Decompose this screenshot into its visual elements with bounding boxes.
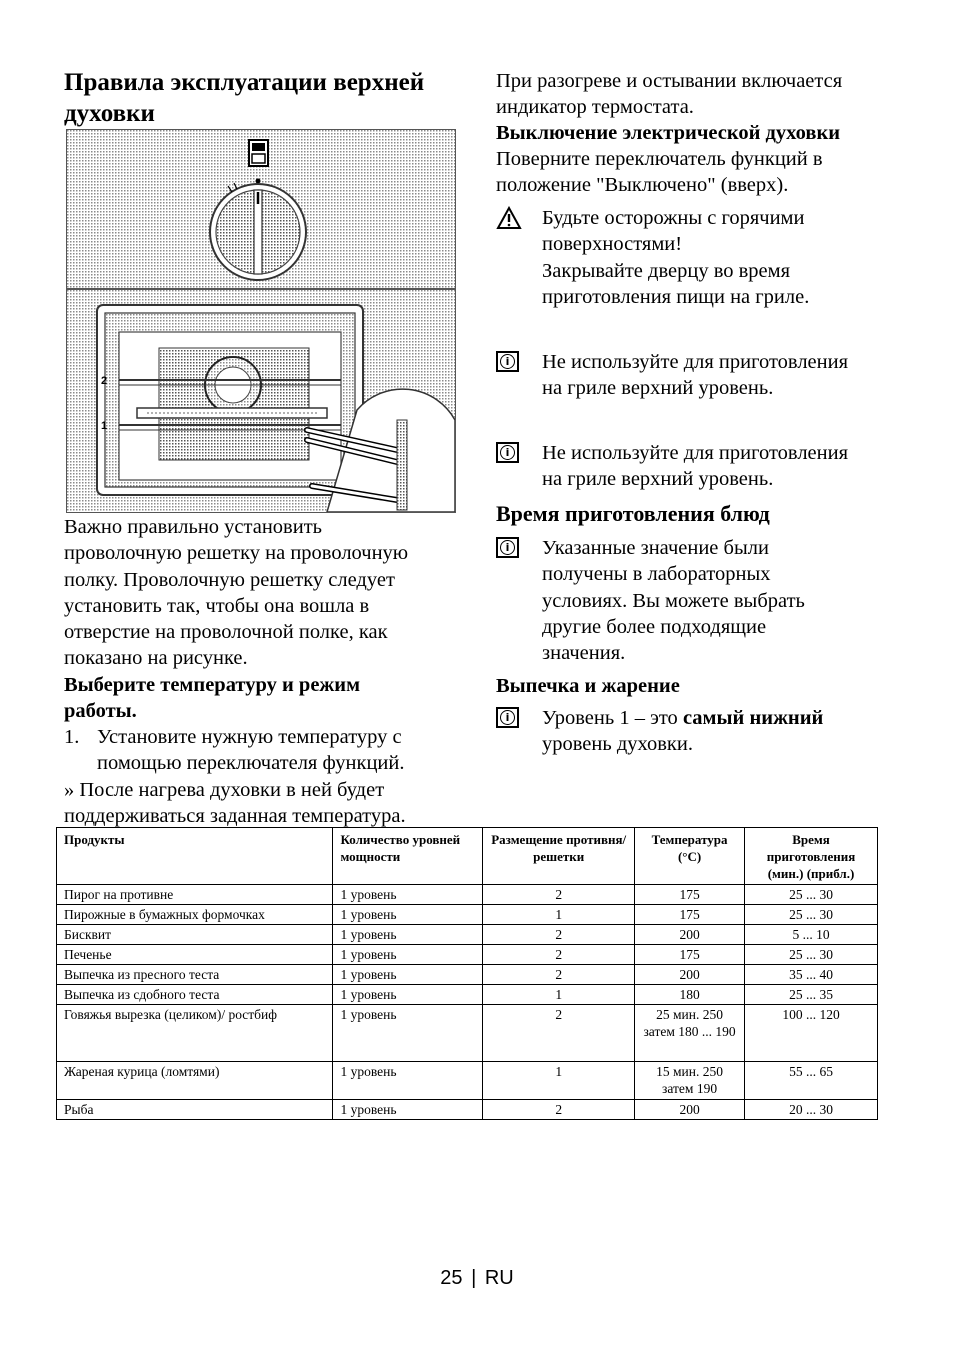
col-header: Количество уровней мощности — [333, 828, 483, 885]
table-cell: 1 уровень — [333, 885, 483, 905]
table-cell: 1 уровень — [333, 1062, 483, 1100]
step-1: 1. Установите нужную температуру с помощью переключателя функций. — [64, 726, 405, 775]
table-row — [57, 1005, 878, 1062]
switch-off-para: Поверните переключатель функций в положение "Выключено" (вверх). — [496, 148, 823, 197]
table-cell: 2 — [483, 945, 635, 965]
table-cell: 55 ... 65 — [745, 1062, 878, 1100]
thermostat-para: При разогреве и остывании включается индикатор термостата. — [496, 70, 843, 119]
table-cell: 180 — [635, 985, 745, 1005]
col-header: Продукты — [57, 828, 333, 885]
info-icon: i — [496, 351, 519, 372]
table-cell: Жареная курица (ломтями) — [57, 1062, 333, 1100]
table-cell: Рыба — [57, 1100, 333, 1120]
table-cell: Печенье — [57, 945, 333, 965]
table-row — [57, 965, 878, 985]
table-cell: 1 уровень — [333, 925, 483, 945]
info-note-2: i Не используйте для приготовления на гриле верхний уровень. — [496, 440, 896, 496]
table-cell: 25 мин. 250 затем 180 ... 190 — [635, 1005, 745, 1062]
step-number: 1. — [64, 726, 80, 748]
table-cell: 1 — [483, 1062, 635, 1100]
table-cell: Говяжья вырезка (целиком)/ ростбиф — [57, 1005, 333, 1062]
rack-instructions: Важно правильно установить проволочную решетку на проволочную полку. Проволочную решетку следует установить так, чтобы она вошла в отверстие на проволочной полке, как показано на рисунке. — [64, 516, 409, 670]
table-row — [57, 885, 878, 905]
function-knob — [210, 183, 306, 280]
table-cell: 35 ... 40 — [745, 965, 878, 985]
table-cell: 175 — [635, 945, 745, 965]
cooking-time-heading: Время приготовления блюд — [496, 501, 770, 526]
table-row — [57, 925, 878, 945]
table-row — [57, 945, 878, 965]
knob-figure — [66, 129, 456, 289]
table-cell: 1 — [483, 985, 635, 1005]
table-cell: 25 ... 35 — [745, 985, 878, 1005]
info-icon: i — [496, 707, 519, 728]
info-icon: i — [496, 537, 519, 558]
table-cell: 25 ... 30 — [745, 905, 878, 925]
col-header: Размещение противня/решетки — [483, 828, 635, 885]
table-row — [57, 905, 878, 925]
table-cell: 175 — [635, 885, 745, 905]
info-note-3: i Указанные значение были получены в лабораторных условиях. Вы можете выбрать другие более подходящие значения. — [496, 535, 896, 667]
table-header-row — [57, 828, 878, 885]
table-cell: 200 — [635, 1100, 745, 1120]
warning-note: Будьте осторожны с горячими поверхностями! Закрывайте дверцу во время приготовления пищи на гриле. — [496, 205, 896, 315]
table-cell: 2 — [483, 1005, 635, 1062]
table-cell: 1 уровень — [333, 985, 483, 1005]
warning-icon — [496, 206, 522, 230]
table-cell: Пирожные в бумажных формочках — [57, 905, 333, 925]
level-2-label: 2 — [101, 375, 108, 387]
table-row — [57, 1100, 878, 1120]
info-note-4: i Уровень 1 – это самый нижний уровень духовки. — [496, 705, 896, 761]
page-number: 25 — [440, 1267, 463, 1289]
page-title: Правила эксплуатации верхней духовки — [64, 69, 425, 127]
select-mode-subhead: Выберите температуру и режим работы. — [64, 674, 361, 723]
page-footer: 25 | RU — [440, 1267, 514, 1289]
table-cell: 1 уровень — [333, 1005, 483, 1062]
table-cell: 5 ... 10 — [745, 925, 878, 945]
page-language: RU — [484, 1267, 514, 1289]
table-cell: Пирог на противне — [57, 885, 333, 905]
baking-heading: Выпечка и жарение — [496, 675, 680, 697]
table-cell: 200 — [635, 925, 745, 945]
oven-indicator-icon — [249, 140, 268, 166]
table-cell: Бисквит — [57, 925, 333, 945]
table-cell: 1 уровень — [333, 945, 483, 965]
table-cell: 2 — [483, 1100, 635, 1120]
table-cell: 15 мин. 250 затем 190 — [635, 1062, 745, 1100]
table-cell: 2 — [483, 885, 635, 905]
table-cell: Выпечка из пресного теста — [57, 965, 333, 985]
oven-interior-figure — [66, 289, 456, 513]
table-cell: 100 ... 120 — [745, 1005, 878, 1062]
col-header: Температура (°C) — [635, 828, 745, 885]
table-cell: 25 ... 30 — [745, 945, 878, 965]
level-1-label: 1 — [101, 420, 108, 432]
table-cell: 2 — [483, 925, 635, 945]
table-cell: 1 уровень — [333, 1100, 483, 1120]
step-result: » После нагрева духовки в ней будет поддерживаться заданная температура. — [64, 779, 406, 828]
table-cell: Выпечка из сдобного теста — [57, 985, 333, 1005]
table-cell: 25 ... 30 — [745, 885, 878, 905]
table-row — [57, 1062, 878, 1100]
switch-off-subhead: Выключение электрической духовки — [496, 122, 841, 144]
info-icon: i — [496, 442, 519, 463]
table-cell: 175 — [635, 905, 745, 925]
col-header: Время приготовления (мин.) (прибл.) — [745, 828, 878, 885]
cooking-table — [56, 827, 878, 1120]
table-cell: 1 — [483, 905, 635, 925]
info-note-1: i Не используйте для приготовления на гриле верхний уровень. — [496, 349, 896, 405]
table-cell: 200 — [635, 965, 745, 985]
table-cell: 2 — [483, 965, 635, 985]
table-cell: 1 уровень — [333, 905, 483, 925]
table-row — [57, 985, 878, 1005]
table-cell: 20 ... 30 — [745, 1100, 878, 1120]
table-cell: 1 уровень — [333, 965, 483, 985]
